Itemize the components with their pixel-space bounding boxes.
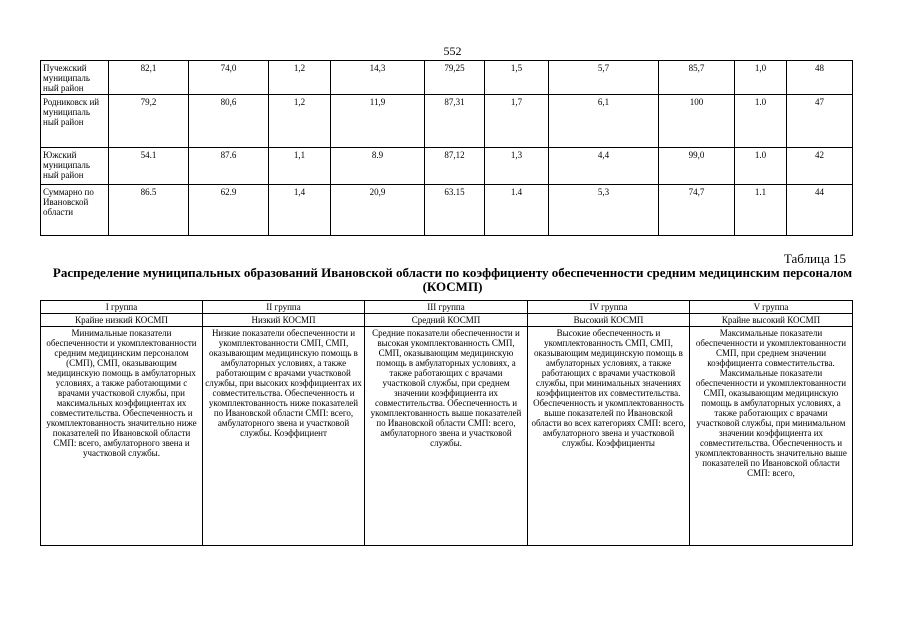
table-cell: 5,3: [549, 185, 659, 236]
table-cell: 100: [659, 95, 735, 148]
table-cell: 85,7: [659, 61, 735, 95]
table-title: Распределение муниципальных образований Ивановской области по коэффициенту обеспеченности средним медицинским персоналом (КОСМП): [52, 265, 853, 294]
description-cell: Средние показатели обеспеченности и высокая укомплектованность СМП, СМП, оказывающим медицинскую помощь в амбулаторных условиях, а также работающих с врачами участковой службы, при среднем значении коэффициента их совместительства. Обеспеченность и укомплектованность выше показателей по Ивановской области СМП: всего, амбулаторного звена и участковой службы.: [365, 327, 528, 546]
table-cell: 80,6: [189, 95, 269, 148]
table-cell: 44: [787, 185, 853, 236]
table-cell: 79,25: [425, 61, 485, 95]
table-cell: 1,7: [485, 95, 549, 148]
page-number: 552: [443, 44, 462, 58]
table-caption: Таблица 15: [783, 251, 846, 266]
description-cell: Максимальные показатели обеспеченности и укомплектованности СМП, при среднем значении коэффициента совместительства. Максимальные показатели обеспеченности и укомплектованности СМП, оказывающим медицинскую помощь в амбулаторных условиях, а также работающих с врачами участковой службы, при минимальном значении коэффициента их совместительства. Обеспеченность и укомплектованность значительно выше показателей по Ивановской области СМП: всего,: [690, 327, 853, 546]
district-name-cell: Родниковск ий муниципаль ный район: [41, 95, 109, 148]
group-header-cell: III группа: [365, 301, 528, 314]
level-cell: Низкий КОСМП: [203, 314, 365, 327]
description-cell: Низкие показатели обеспеченности и укомплектованности СМП, СМП, оказывающим медицинскую помощь в амбулаторных условиях, а также работающим с врачами участковой службы, при высоких коэффициентах их совместительства. Обеспеченность и укомплектованность ниже показателей по Ивановской области СМП: всего, амбулаторного звена и участковой службы. Коэффициент: [203, 327, 365, 546]
table-cell: 79,2: [109, 95, 189, 148]
table-cell: 86.5: [109, 185, 189, 236]
table-cell: 4,4: [549, 148, 659, 185]
description-cell: Минимальные показатели обеспеченности и укомплектованности средним медицинским персоналом (СМП), СМП, оказывающим медицинскую помощь в амбулаторных условиях, а также работающими с врачами участковой службы, при максимальных коэффициентах их совместительства. Обеспеченность и укомплектованность значительно ниже показателей по Ивановской области СМП: всего, амбулаторного звена и участковой службы.: [41, 327, 203, 546]
table-cell: 48: [787, 61, 853, 95]
table-cell: 1,0: [735, 61, 787, 95]
table-cell: 87,12: [425, 148, 485, 185]
table-row: [41, 95, 853, 148]
level-cell: Крайне высокий КОСМП: [690, 314, 853, 327]
table-cell: 1,4: [269, 185, 331, 236]
table-cell: 54.1: [109, 148, 189, 185]
table-row: [41, 148, 853, 185]
level-cell: Средний КОСМП: [365, 314, 528, 327]
table-cell: 6,1: [549, 95, 659, 148]
table-cell: 82,1: [109, 61, 189, 95]
district-name-cell: Суммарно по Ивановской области: [41, 185, 109, 236]
group-header-cell: II группа: [203, 301, 365, 314]
table-cell: 99,0: [659, 148, 735, 185]
table-cell: 1,2: [269, 95, 331, 148]
district-indicators-table: [40, 60, 853, 236]
kosmp-groups-table: [40, 300, 853, 546]
table-cell: 11,9: [331, 95, 425, 148]
table-cell: 1,2: [269, 61, 331, 95]
group-header-cell: I группа: [41, 301, 203, 314]
table-cell: 8.9: [331, 148, 425, 185]
level-row: [41, 314, 853, 327]
table-cell: 1.1: [735, 185, 787, 236]
table-cell: 63.15: [425, 185, 485, 236]
group-header-cell: V группа: [690, 301, 853, 314]
table-cell: 1.0: [735, 148, 787, 185]
level-cell: Высокий КОСМП: [528, 314, 690, 327]
description-cell: Высокие обеспеченность и укомплектованность СМП, СМП, оказывающим медицинскую помощь в амбулаторных условиях, а также работающих с врачами участковой службы, при минимальных значениях коэффициентов их совместительства. Обеспеченность и укомплектованность выше показателей по Ивановской области во всех категориях СМП: всего, амбулаторного звена и участковой службы. Коэффициенты: [528, 327, 690, 546]
table-cell: 47: [787, 95, 853, 148]
table-cell: 87.6: [189, 148, 269, 185]
table-cell: 1.4: [485, 185, 549, 236]
group-header-cell: IV группа: [528, 301, 690, 314]
table-cell: 1,1: [269, 148, 331, 185]
table-cell: 1.0: [735, 95, 787, 148]
table-cell: 5,7: [549, 61, 659, 95]
group-header-row: [41, 301, 853, 314]
district-name-cell: Южский муниципаль ный район: [41, 148, 109, 185]
table-cell: 1,3: [485, 148, 549, 185]
table-row: [41, 185, 853, 236]
table-cell: 1,5: [485, 61, 549, 95]
table-cell: 14,3: [331, 61, 425, 95]
table-row: [41, 61, 853, 95]
table-cell: 74,7: [659, 185, 735, 236]
description-row: [41, 327, 853, 546]
table-cell: 62.9: [189, 185, 269, 236]
district-name-cell: Пучежский муниципаль ный район: [41, 61, 109, 95]
table-cell: 42: [787, 148, 853, 185]
table-cell: 74,0: [189, 61, 269, 95]
table-cell: 20,9: [331, 185, 425, 236]
table-cell: 87,31: [425, 95, 485, 148]
level-cell: Крайне низкий КОСМП: [41, 314, 203, 327]
